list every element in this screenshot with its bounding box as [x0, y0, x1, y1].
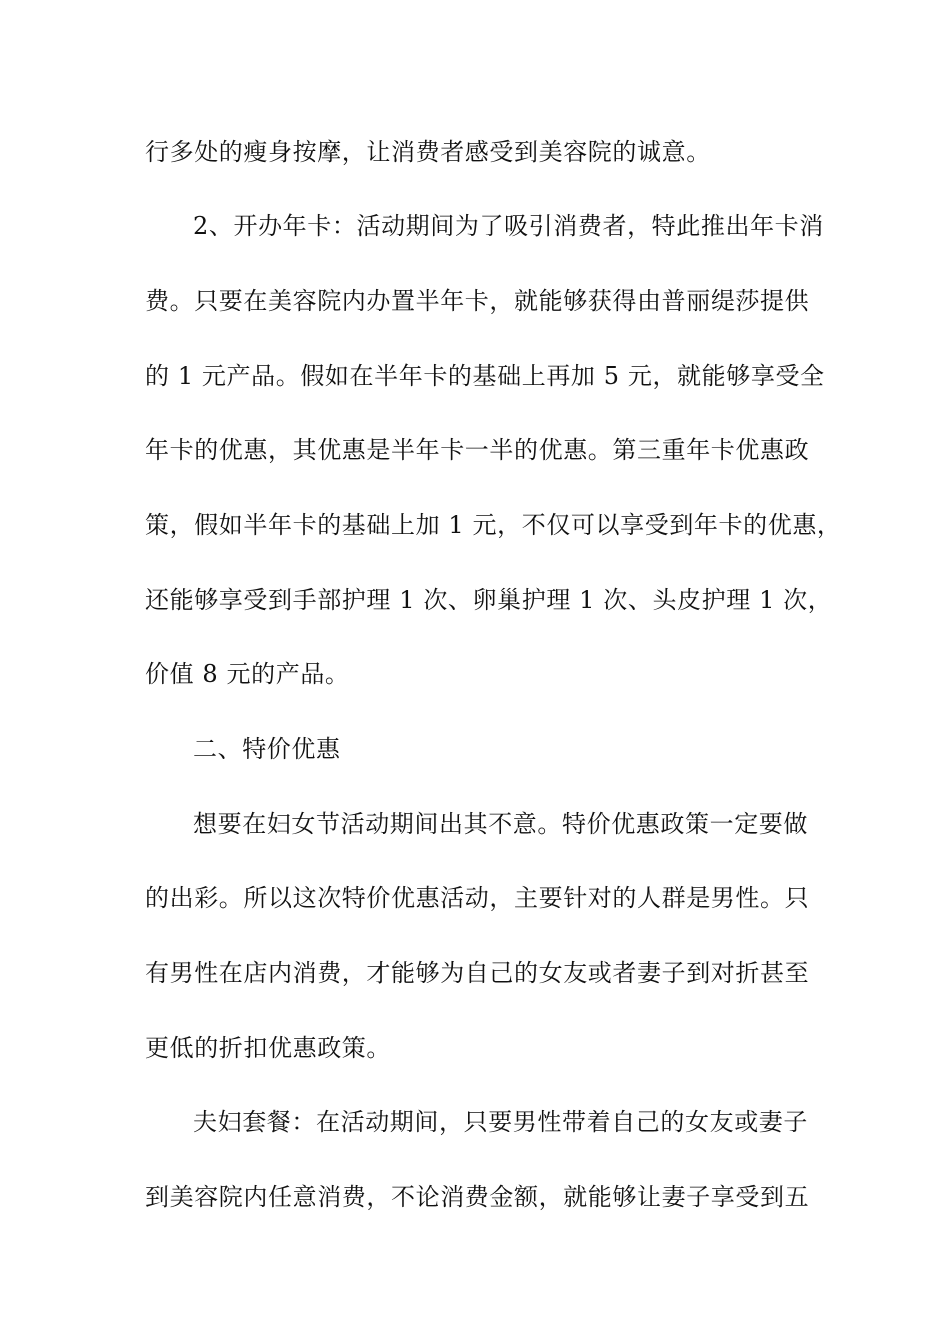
text-line: 更低的折扣优惠政策。 [145, 1034, 391, 1062]
text-line: 费。只要在美容院内办置半年卡，就能够获得由普丽缇莎提供 [145, 287, 810, 315]
text-line: 价值 8 元的产品。 [145, 660, 350, 688]
text-line: 2、开办年卡：活动期间为了吸引消费者，特此推出年卡消 [193, 212, 824, 240]
text-line: 想要在妇女节活动期间出其不意。特价优惠政策一定要做 [193, 810, 808, 838]
text-line: 有男性在店内消费，才能够为自己的女友或者妻子到对折甚至 [145, 959, 810, 987]
text-line: 夫妇套餐：在活动期间，只要男性带着自己的女友或妻子 [193, 1108, 808, 1136]
text-line: 到美容院内任意消费，不论消费金额，就能够让妻子享受到五 [145, 1183, 810, 1211]
text-line: 策，假如半年卡的基础上加 1 元，不仅可以享受到年卡的优惠， [145, 511, 842, 539]
text-line: 的 1 元产品。假如在半年卡的基础上再加 5 元，就能够享受全 [145, 362, 825, 390]
text-line: 年卡的优惠，其优惠是半年卡一半的优惠。第三重年卡优惠政 [145, 436, 810, 464]
section-heading: 二、特价优惠 [193, 735, 341, 763]
text-line: 行多处的瘦身按摩，让消费者感受到美容院的诚意。 [145, 138, 711, 166]
text-line: 的出彩。所以这次特价优惠活动，主要针对的人群是男性。只 [145, 884, 810, 912]
text-line: 还能够享受到手部护理 1 次、卵巢护理 1 次、头皮护理 1 次， [145, 586, 833, 614]
